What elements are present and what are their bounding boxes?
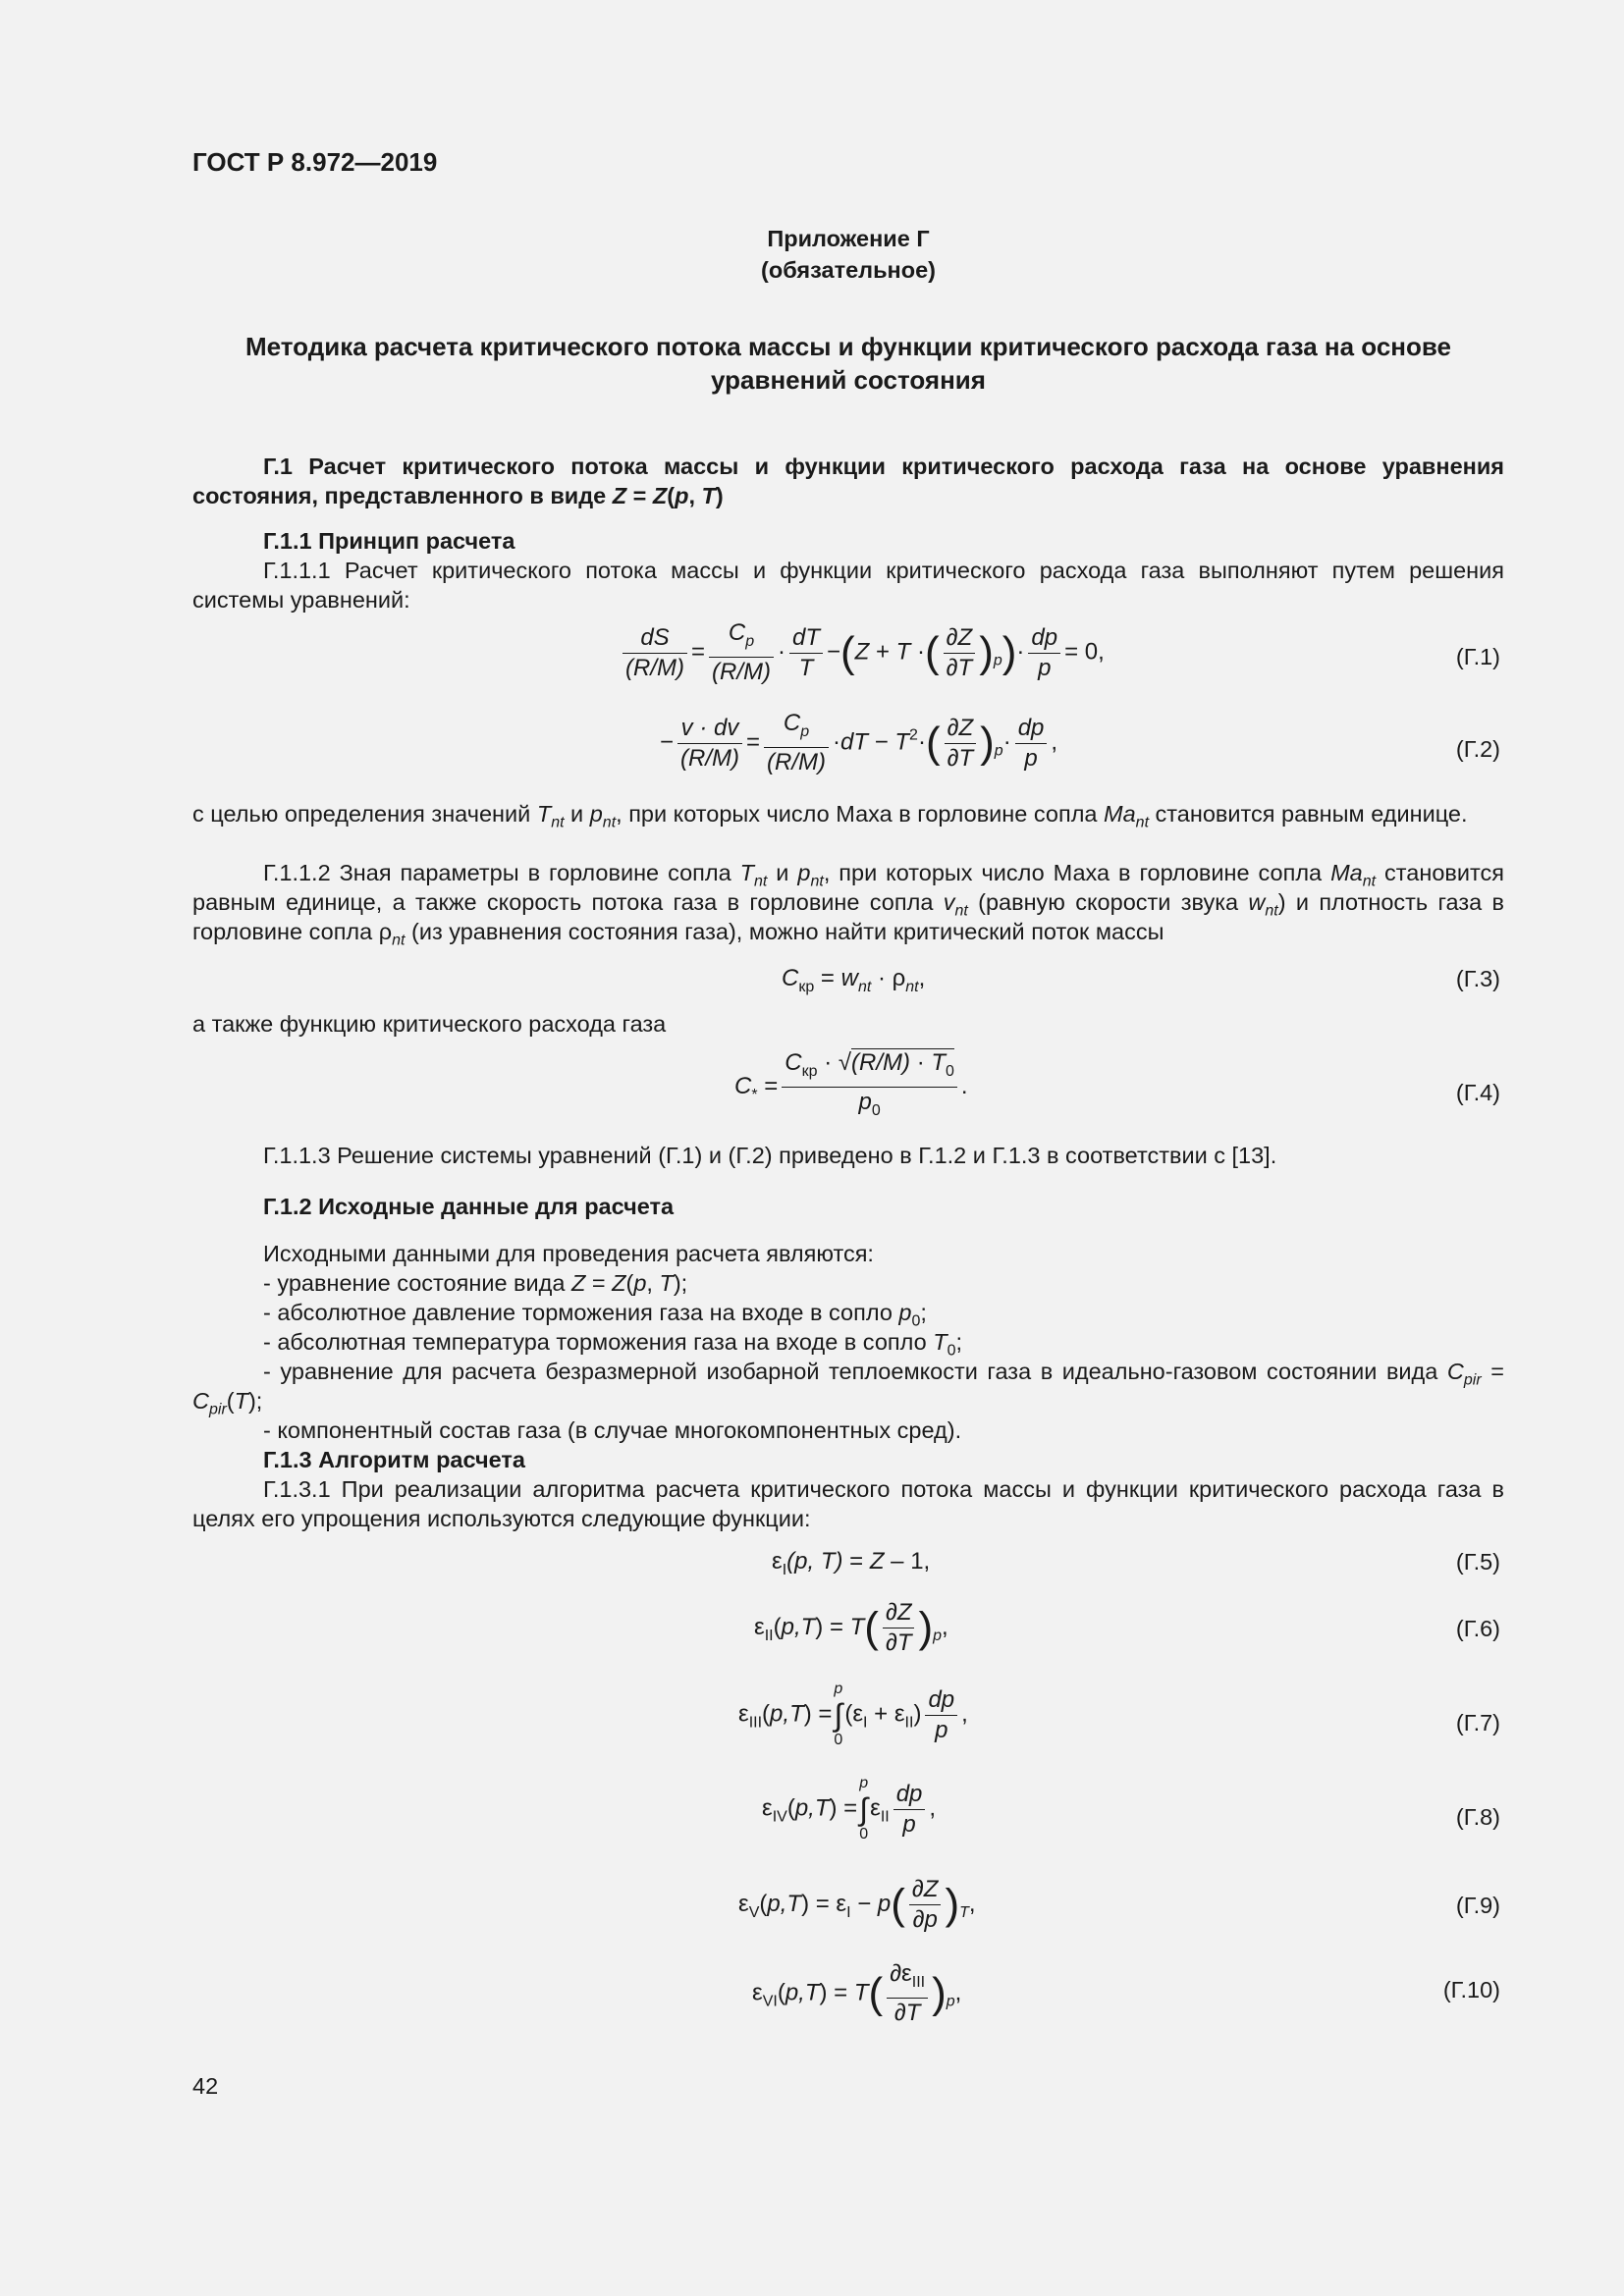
inputs-item-2-rendered: - абсолютная температура торможения газа на входе в сопло $T_0$; <box>263 1329 962 1360</box>
paragraph-g112-rendered: Г.1.1.2 Зная параметры в горловине сопла $T_{nt}$ и $p_{nt}$, при которых число Маха в горловине сопла $Ma_{nt}$ становится равным единице, а также скорость потока газа в горловине сопла $v_{nt}$ (равную скорости звука $w_{nt}$) и плотность газа в горловине сопла $\rho_{nt}$ (из уравнения состояния газа), можно найти критический поток массы <box>192 860 1505 949</box>
main-title-line-1: Методика расчета критического потока массы и функции критического расхода газа на основе <box>245 332 1451 361</box>
inputs-intro: Исходными данными для проведения расчета являются: <box>263 1241 874 1266</box>
formula-g10: $\varepsilon_{VI}(p,T) = T$( $\frac{\partial\varepsilon_{III}}{\partial T}$ )$_p$, <box>752 1960 962 2026</box>
formula-g9: $\varepsilon_V(p,T) = \varepsilon_I - p$( $\frac{\partial Z}{\partial p}$ )$_T$, <box>738 1876 976 1933</box>
formula-g1: $\frac{dS}{(R/M)}$ = $\frac{C_p}{(R/M)}$ · $\frac{dT}{T}$ −(Z + T ·( $\frac{\partial Z}{\partial T}$ )$_p)\cdot$ $\frac{dp}{p}$ = 0, <box>619 618 1105 687</box>
inputs-item-3-rendered: - уравнение для расчета безразмерной изобарной теплоемкости газа в идеально-газовом состоянии вида $C_{pir} = C_{pir}(T)$; <box>192 1359 1504 1418</box>
page-number: 42 <box>192 2073 219 2099</box>
paragraph-before-g4: а также функцию критического расхода газа <box>192 1011 667 1037</box>
equation-number-g10: (Г.10) <box>1442 1977 1500 2002</box>
heading-g11: Г.1.1 Принцип расчета <box>263 528 515 554</box>
section-g1-heading <box>192 452 1504 510</box>
paragraph-after-g2 <box>192 799 1504 831</box>
formula-g7: $\varepsilon_{III}(p,T)$ = p ∫ 0 $(\varepsilon_I + \varepsilon_{II})$ $\frac{dp}{p}$ , <box>738 1681 968 1748</box>
inputs-list-item <box>192 1357 1504 1418</box>
inputs-list-item <box>263 1268 687 1298</box>
equation-number-g7: (Г.7) <box>1455 1710 1500 1735</box>
heading-g12: Г.1.2 Исходные данные для расчета <box>263 1194 675 1219</box>
paragraph-g112 <box>192 858 1505 949</box>
inputs-item-0-rendered: - уравнение состояние вида Z = Z(p, T); <box>263 1270 688 1296</box>
paragraph-after-g2-rendered: с целью определения значений $T_{nt}$ и $p_{nt}$, при которых число Маха в горловине сопла $Ma_{nt}$ становится равным единице. <box>192 801 1468 831</box>
formula-g2: − $\frac{v \cdot dv}{(R/M)}$ = $\frac{C_p}{(R/M)}$ $\cdot dT - T^2\cdot$( $\frac{\partial Z}{\partial T}$ )$_p\cdot$ $\frac{dp}{p}$ , <box>660 710 1058 775</box>
standard-header: ГОСТ Р 8.972—2019 <box>192 147 438 177</box>
inputs-list-item <box>263 1327 962 1360</box>
inputs-list-item: - компонентный состав газа (в случае многокомпонентных сред). <box>263 1417 962 1443</box>
equation-number-g9: (Г.9) <box>1455 1893 1500 1918</box>
main-title-line-2: уравнений состояния <box>711 365 986 395</box>
inputs-item-1-rendered: - абсолютное давление торможения газа на входе в сопло $p_0$; <box>263 1300 927 1330</box>
inputs-list-item <box>263 1298 927 1330</box>
paragraph-g113: Г.1.1.3 Решение системы уравнений (Г.1) и (Г.2) приведено в Г.1.2 и Г.1.3 в соответствии с [13]. <box>263 1143 1277 1168</box>
equation-number-g2: (Г.2) <box>1455 736 1500 762</box>
equation-number-g6: (Г.6) <box>1455 1616 1500 1641</box>
equation-number-g5: (Г.5) <box>1455 1549 1500 1575</box>
formula-g5: $\varepsilon_I(p$, T) = Z – 1, <box>772 1548 931 1578</box>
formula-g3: $C_{кр} = w_{nt} \cdot \rho_{nt}$, <box>782 965 926 995</box>
paragraph-g111: Г.1.1.1 Расчет критического потока массы и функции критического расхода газа выполняют путем решения системы уравнений: <box>192 558 1504 613</box>
appendix-title: Приложение Г <box>767 226 930 251</box>
formula-g4: $C_*$ = $\frac{C_{кр} \cdot √(R/M) \cdot T_0}{p_0}$ . <box>734 1049 968 1119</box>
equation-number-g8: (Г.8) <box>1455 1804 1500 1830</box>
paragraph-g131: Г.1.3.1 При реализации алгоритма расчета критического потока массы и функции критического расхода газа в целях его упрощения используются следующие функции: <box>192 1476 1504 1531</box>
formula-g8: $\varepsilon_{IV}(p,T)$ = p ∫ 0 $\varepsilon_{II}$ $\frac{dp}{p}$ , <box>762 1775 937 1842</box>
equation-number-g3: (Г.3) <box>1455 966 1500 991</box>
section-g1-rendered: Г.1 Расчет критического потока массы и функции критического расхода газа на основе уравнения состояния, представленного в виде Z = Z(p, T) <box>192 454 1504 508</box>
equation-number-g1: (Г.1) <box>1455 644 1500 669</box>
heading-g13: Г.1.3 Алгоритм расчета <box>263 1447 525 1472</box>
formula-g6: $\varepsilon_{II}(p,T) = T$( $\frac{\partial Z}{\partial T}$ )$_p$, <box>754 1599 948 1656</box>
appendix-status: (обязательное) <box>761 257 936 283</box>
equation-number-g4: (Г.4) <box>1455 1080 1500 1105</box>
